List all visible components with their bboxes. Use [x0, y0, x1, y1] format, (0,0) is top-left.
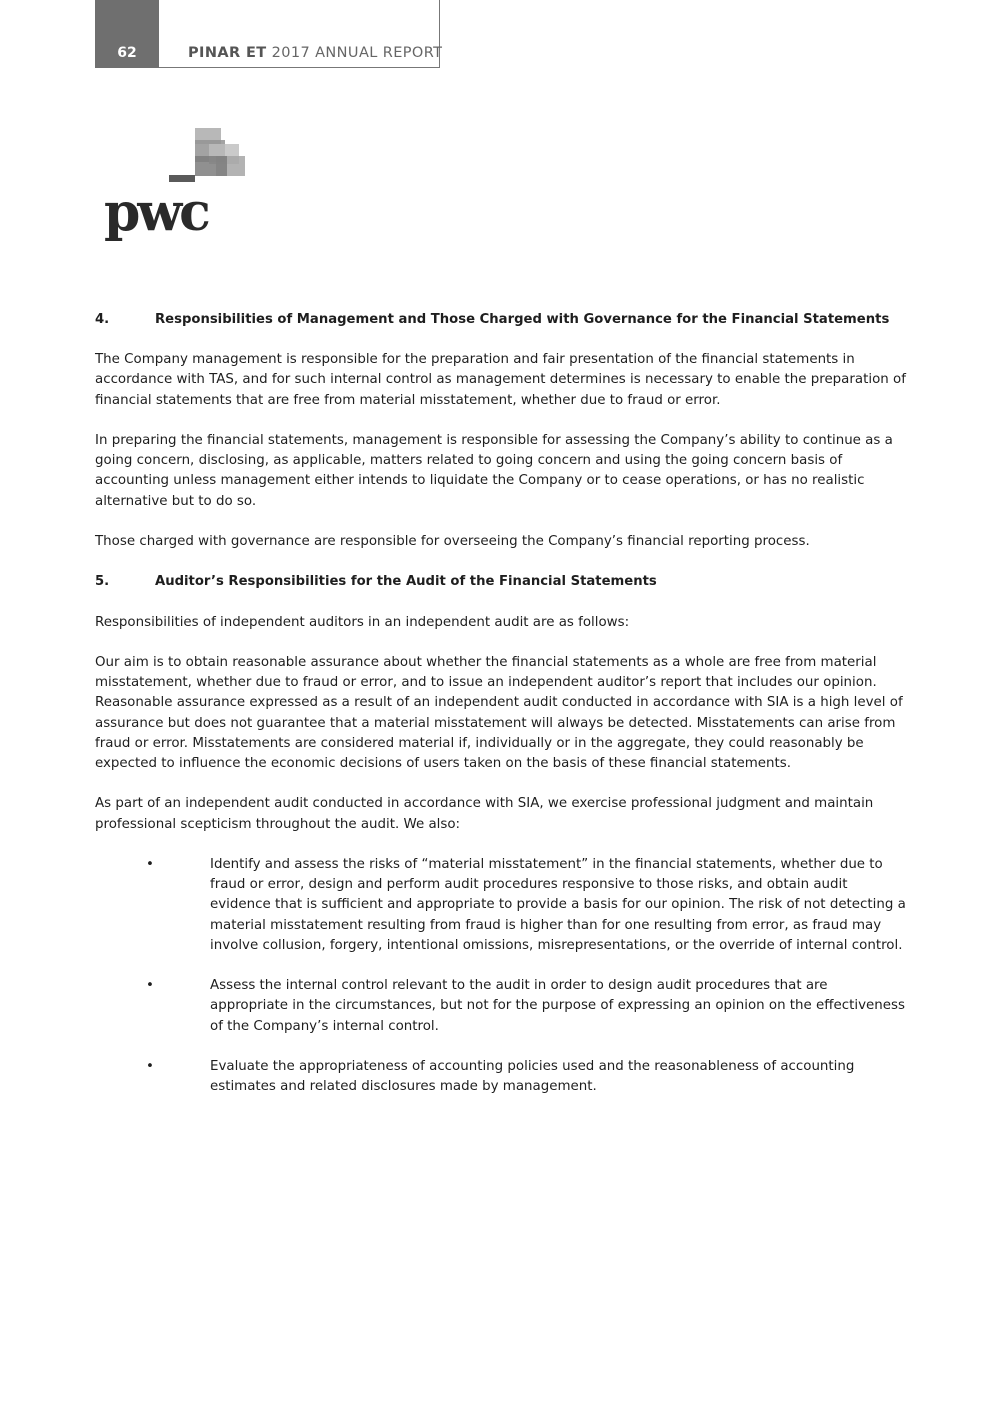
list-item: [95, 976, 907, 1037]
list-item: [95, 1057, 907, 1097]
section-5-heading: [95, 572, 907, 592]
section-5-number: 5.: [95, 574, 110, 590]
list-item-text: Evaluate the appropriateness of accounting policies used and the reasonableness of accounting estimates and related disclosures made by management.: [210, 1058, 855, 1095]
section-4-paragraph-3: Those charged with governance are responsible for overseeing the Company’s financial reporting process.: [95, 534, 810, 549]
section-5-paragraph-3: As part of an independent audit conducted in accordance with SIA, we exercise professional judgment and maintain professional scepticism throughout the audit. We also:: [95, 796, 874, 832]
report-body: [95, 310, 907, 1118]
auditor-responsibilities-list: [95, 855, 907, 1097]
page-header: [95, 0, 443, 68]
section-5-paragraph-1: Responsibilities of independent auditors in an independent audit are as follows:: [95, 614, 630, 630]
section-4-paragraph-1: The Company management is responsible for the preparation and fair presentation of the financial statements in accordance with TAS, and for such internal control as management determines is necessary to enable the preparation of financial statements that are free from material misstatement, whether due to fraud or error.: [95, 352, 906, 408]
section-5-title: Auditor’s Responsibilities for the Audit of the Financial Statements: [155, 574, 657, 590]
page-number-box: [95, 0, 159, 68]
list-item: [95, 855, 907, 956]
section-4-paragraph-2: In preparing the financial statements, management is responsible for assessing the Company’s ability to continue as a going concern, disclosing, as applicable, matters related to going concern and using the going concern basis of accounting unless management either intends to liquidate the Company or to cease operations, or has no realistic alternative but to do so.: [95, 433, 893, 509]
section-4-number: 4.: [95, 312, 110, 327]
report-year-title: 2017 ANNUAL REPORT: [266, 45, 443, 61]
section-4-title: Responsibilities of Management and Those Charged with Governance for the Financial Statements: [155, 312, 890, 327]
bullet-icon: •: [146, 978, 154, 994]
pwc-logo: [104, 126, 249, 244]
report-title: [188, 45, 442, 61]
bullet-icon: •: [146, 856, 154, 872]
page-number: 62: [117, 45, 137, 61]
pwc-logo-text: pwc: [104, 182, 208, 243]
section-4-heading: [95, 310, 907, 330]
section-5-paragraph-2: Our aim is to obtain reasonable assurance about whether the financial statements as a whole are free from material misstatement, whether due to fraud or error, and to issue an independent auditor’s report that includes our opinion. Reasonable assurance expressed as a result of an independent audit conducted in accordance with SIA is a high level of assurance but does not guarantee that a material misstatement will always be detected. Misstatements can arise from fraud or error. Misstatements are considered material if, individually or in the aggregate, they could reasonably be expected to influence the economic decisions of users taken on the basis of these financial statements.: [95, 654, 903, 771]
list-item-text: Identify and assess the risks of “material misstatement” in the financial statements, whether due to fraud or error, design and perform audit procedures responsive to those risks, and obtain audit evidence that is sufficient and appropriate to provide a basis for our opinion. The risk of not detecting a material misstatement resulting from fraud is higher than for one resulting from error, as fraud may involve collusion, forgery, intentional omissions, misrepresentations, or the override of internal control.: [210, 856, 906, 953]
bullet-icon: •: [146, 1058, 154, 1074]
list-item-text: Assess the internal control relevant to the audit in order to design audit procedures that are appropriate in the circumstances, but not for the purpose of expressing an opinion on the effectiveness of the Company’s internal control.: [210, 978, 905, 1034]
report-company: PINAR ET: [188, 45, 267, 61]
